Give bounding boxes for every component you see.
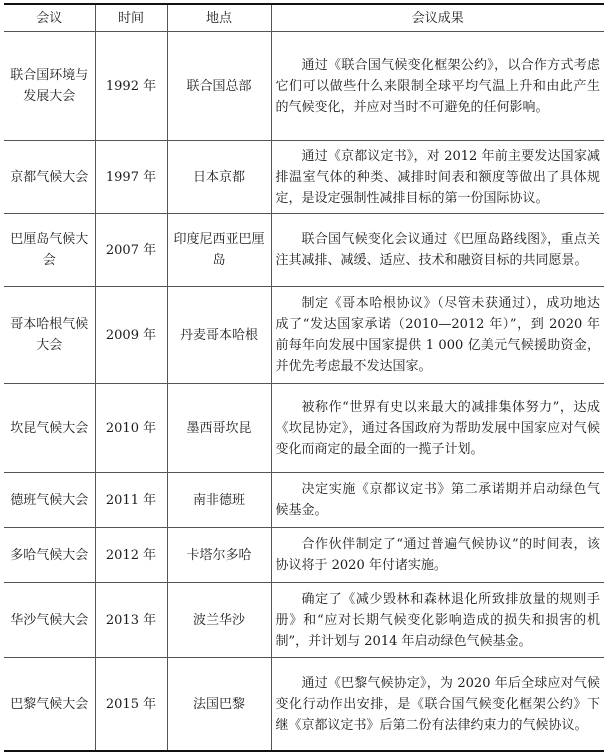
header-outcome: 会议成果: [271, 4, 604, 32]
conference-outcome-cell: [271, 528, 604, 583]
conference-outcome: 制定《哥本哈根协议》（尽管未获通过），成功地达成了“发达国家承诺（2010—2012 年）”，到 2020 年前每年向发展中国家提供 1 000 亿美元气候援助资金，并优先考虑最不发达国家。: [275, 296, 600, 374]
conference-outcome-cell: [271, 214, 604, 287]
conference-outcome-cell: [271, 32, 604, 141]
conference-outcome: 确定了《减少毁林和森林退化所致排放量的规则手册》和“应对长期气候变化影响造成的损失和损害的机制”，并计划与 2014 年启动绿色气候基金。: [275, 591, 600, 649]
table-row: [4, 583, 604, 658]
table-row: [4, 141, 604, 214]
conference-name: 坎昆气候大会: [4, 384, 95, 473]
conference-outcome: 被称作“世界有史以来最大的减排集体努力”，达成《坎昆协定》，通过各国政府为帮助发展中国家应对气候变化而商定的最全面的一揽子计划。: [275, 399, 600, 457]
table-row: [4, 384, 604, 473]
conference-outcome: 决定实施《京都议定书》第二承诺期并启动绿色气候基金。: [275, 482, 600, 518]
conference-outcome-cell: [271, 141, 604, 214]
conference-year: 1997 年: [95, 141, 167, 214]
conference-outcome: 通过《巴黎气候协定》，为 2020 年后全球应对气候变化行动作出安排，是《联合国气候变化框架公约》下继《京都议定书》后第二份有法律约束力的气候协议。: [275, 675, 600, 733]
conference-year: 2015 年: [95, 658, 167, 752]
table-row: [4, 473, 604, 528]
conference-name: 联合国环境与发展大会: [4, 32, 95, 141]
conference-name: 巴黎气候大会: [4, 658, 95, 752]
conference-name: 多哈气候大会: [4, 528, 95, 583]
table-row: [4, 658, 604, 752]
conference-outcome-cell: [271, 287, 604, 384]
conference-year: 2009 年: [95, 287, 167, 384]
conference-year: 2011 年: [95, 473, 167, 528]
conference-name: 京都气候大会: [4, 141, 95, 214]
conference-outcome: 通过《联合国气候变化框架公约》，以合作方式考虑它们可以做些什么来限制全球平均气温上升和由此产生的气候变化，并应对当时不可避免的任何影响。: [275, 57, 600, 115]
conference-outcome: 合作伙伴制定了“通过普遍气候协议”的时间表，该协议将于 2020 年付诸实施。: [275, 537, 600, 573]
table-row: [4, 528, 604, 583]
table-row: [4, 214, 604, 287]
header-year: 时间: [95, 4, 167, 32]
conference-outcome-cell: [271, 583, 604, 658]
conference-outcome-cell: [271, 473, 604, 528]
conference-year: 2013 年: [95, 583, 167, 658]
conference-name: 德班气候大会: [4, 473, 95, 528]
header-name: 会议: [4, 4, 95, 32]
conference-year: 2007 年: [95, 214, 167, 287]
conference-place: 法国巴黎: [167, 658, 271, 752]
table-row: [4, 32, 604, 141]
conference-place: 墨西哥坎昆: [167, 384, 271, 473]
conference-outcome-cell: [271, 384, 604, 473]
conference-outcome: 通过《京都议定书》，对 2012 年前主要发达国家减排温室气体的种类、减排时间表和额度等做出了具体规定，是设定强制性减排目标的第一份国际协议。: [275, 148, 600, 206]
conference-year: 2010 年: [95, 384, 167, 473]
climate-conference-table: [4, 3, 604, 752]
conference-outcome-cell: [271, 658, 604, 752]
conference-place: 波兰华沙: [167, 583, 271, 658]
conference-year: 1992 年: [95, 32, 167, 141]
table-row: [4, 287, 604, 384]
conference-year: 2012 年: [95, 528, 167, 583]
table-header-row: [4, 4, 604, 32]
conference-name: 华沙气候大会: [4, 583, 95, 658]
conference-place: 联合国总部: [167, 32, 271, 141]
conference-outcome: 联合国气候变化会议通过《巴厘岛路线图》，重点关注其减排、减缓、适应、技术和融资目标的共同愿景。: [275, 232, 600, 268]
conference-place: 南非德班: [167, 473, 271, 528]
header-place: 地点: [167, 4, 271, 32]
conference-place: 印度尼西亚巴厘岛: [167, 214, 271, 287]
conference-name: 巴厘岛气候大会: [4, 214, 95, 287]
conference-place: 丹麦哥本哈根: [167, 287, 271, 384]
conference-place: 卡塔尔多哈: [167, 528, 271, 583]
conference-name: 哥本哈根气候大会: [4, 287, 95, 384]
conference-place: 日本京都: [167, 141, 271, 214]
